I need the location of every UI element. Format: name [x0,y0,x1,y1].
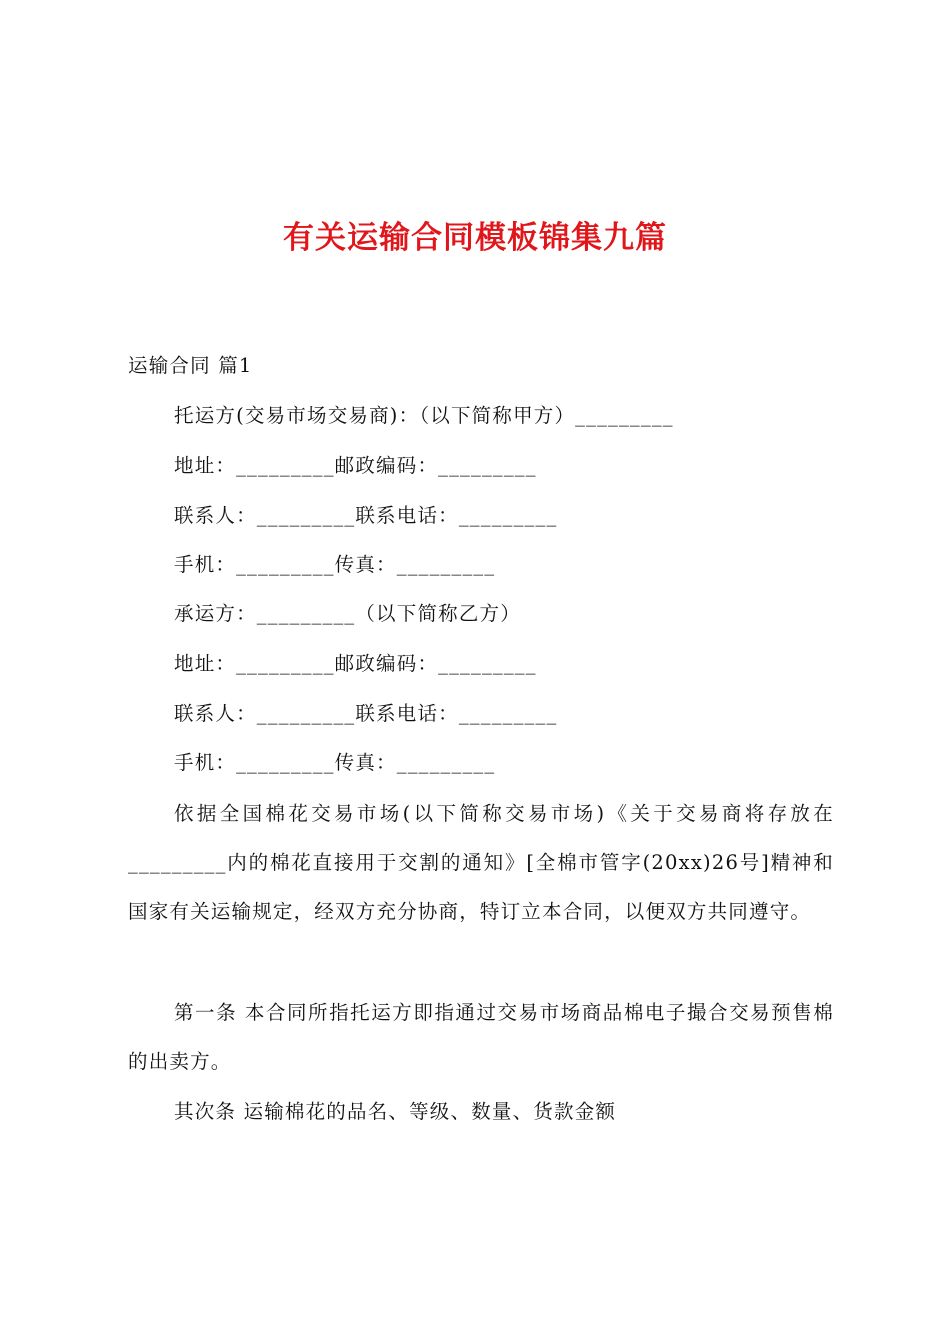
document-title: 有关运输合同模板锦集九篇 [283,220,667,256]
paragraph-article-1: 第一条 本合同所指托运方即指通过交易市场商品棉电子撮合交易预售棉的出卖方。 [128,1001,834,1073]
carrier-phone-line: 手机：_________传真：_________ [174,751,496,774]
paragraph-article-2: 其次条 运输棉花的品名、等级、数量、货款金额 [174,1100,617,1123]
shipper-contact-line: 联系人：_________联系电话：_________ [174,504,558,527]
section-heading: 运输合同 篇1 [128,354,253,377]
carrier-line: 承运方：_________（以下简称乙方） [174,602,521,625]
shipper-phone-line: 手机：_________传真：_________ [174,553,496,576]
shipper-line: 托运方(交易市场交易商)：（以下简称甲方）_________ [174,404,674,427]
carrier-contact-line: 联系人：_________联系电话：_________ [174,702,558,725]
carrier-address-line: 地址：_________邮政编码：_________ [174,652,537,675]
shipper-address-line: 地址：_________邮政编码：_________ [174,454,537,477]
paragraph-basis: 依据全国棉花交易市场(以下简称交易市场)《关于交易商将存放在_________内的棉花直接用于交割的通知》[全棉市管字(20xx)26号]精神和国家有关运输规定，经双方充分协商，特订立本合同，以便双方共同遵守。 [128,802,834,923]
